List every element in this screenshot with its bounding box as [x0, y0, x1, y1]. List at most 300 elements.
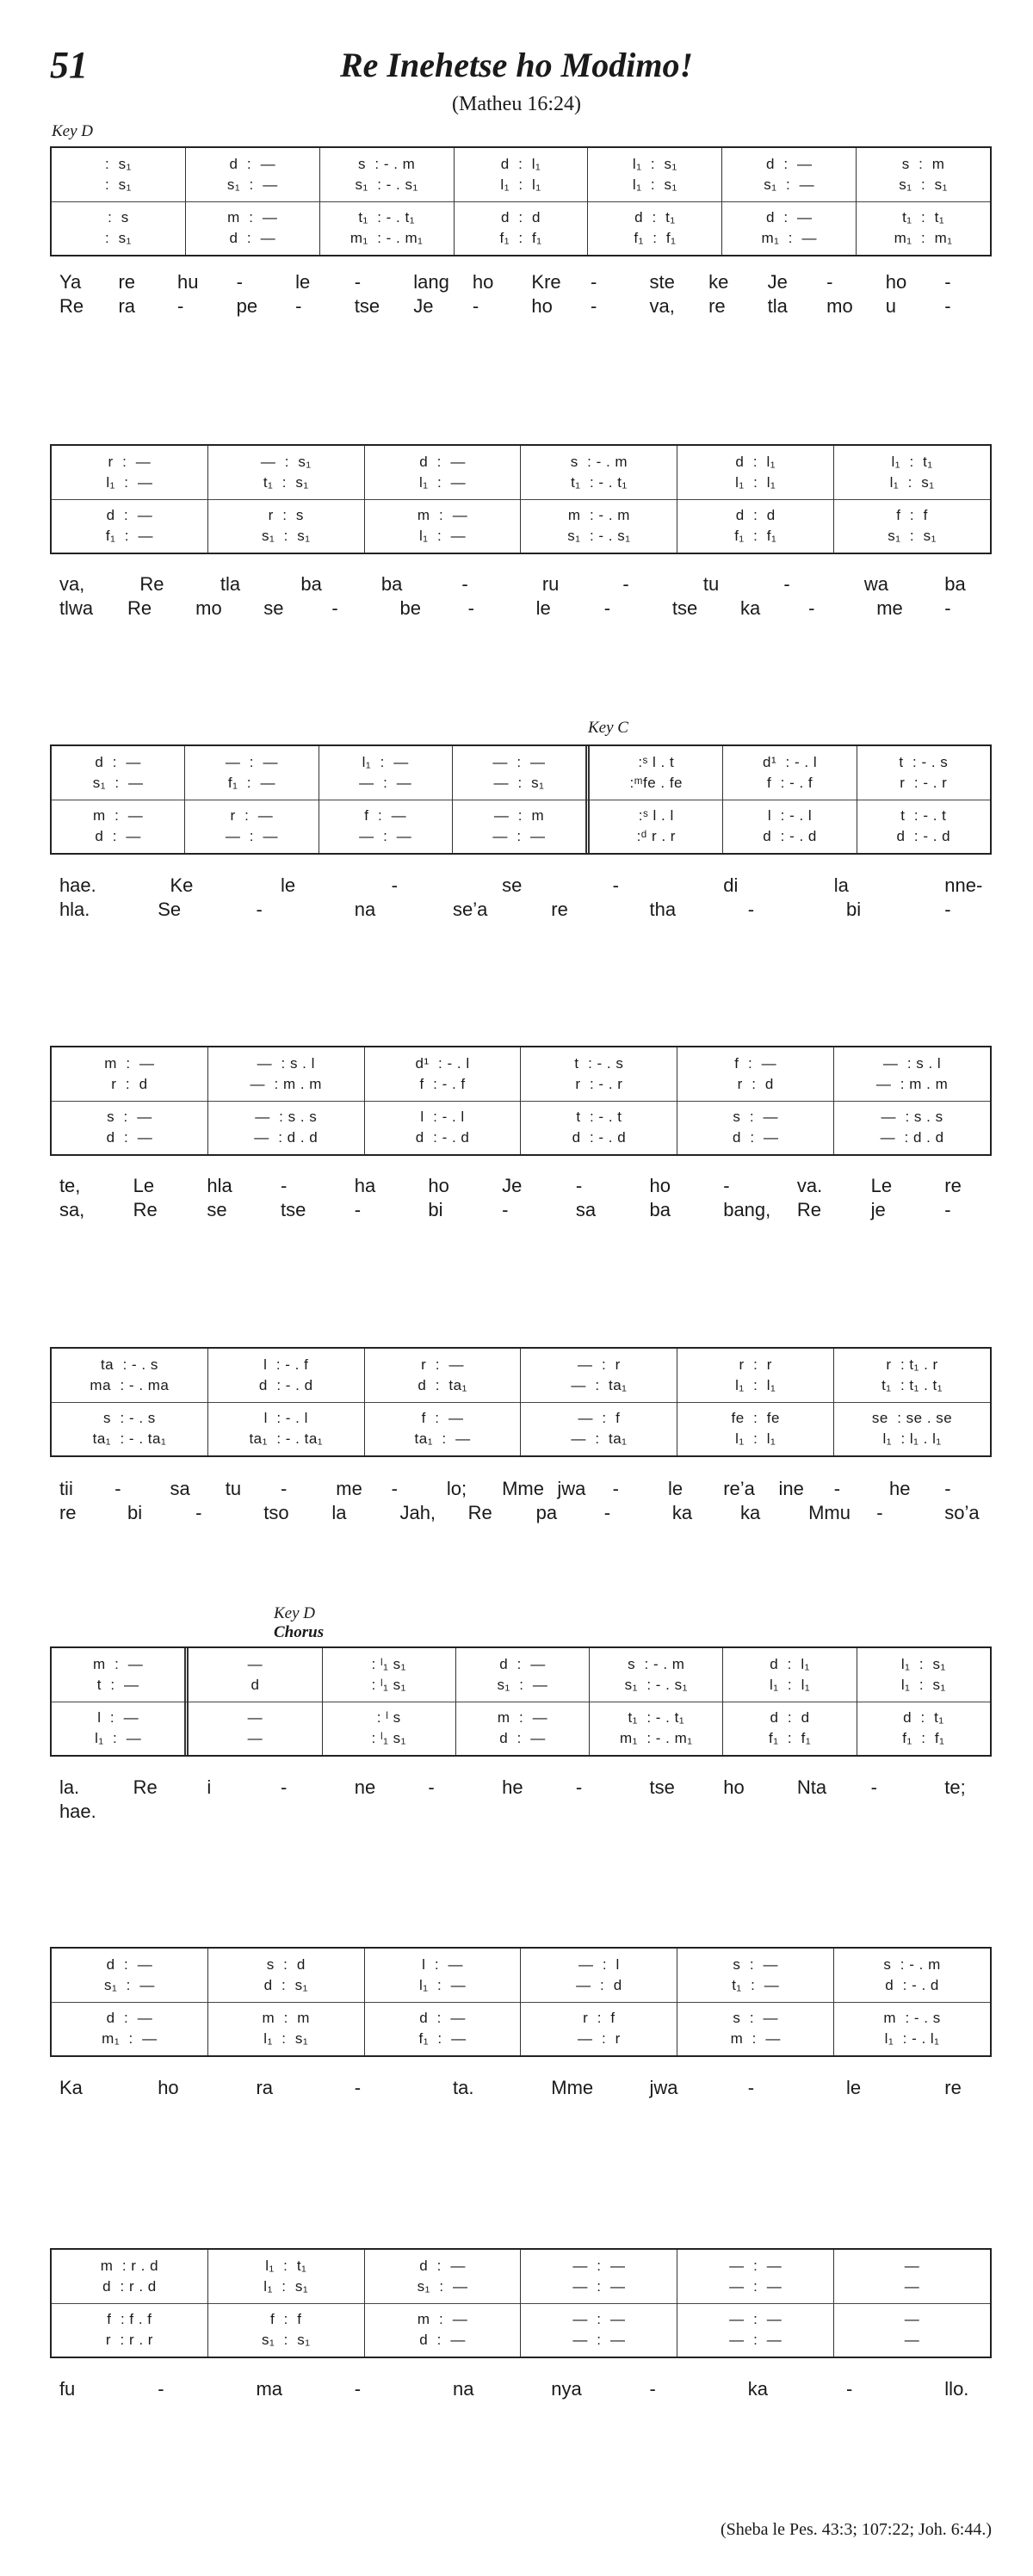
measure-cell — [857, 1648, 990, 1755]
lyric-syllable: fu — [59, 2378, 76, 2400]
lyric-syllable: le — [295, 271, 311, 293]
measure-cell — [364, 1349, 521, 1455]
solfa-voice-line: s₁ : — — [92, 775, 144, 791]
solfa-voice-line: m : — — [227, 209, 278, 225]
measure-cell — [520, 446, 677, 553]
lyric-syllable: Nta — [796, 1776, 827, 1798]
measure-cell — [52, 1349, 207, 1455]
lyric-syllable: ho — [723, 1776, 745, 1798]
lyric-syllable: tse — [354, 295, 380, 317]
lyric-syllable: u — [885, 295, 896, 317]
lyric-syllable: se — [207, 1199, 227, 1220]
solfa-voice-line: l₁ : l₁ — [769, 1677, 811, 1693]
solfa-voice-line: — : — — [572, 2258, 626, 2274]
solfa-voice-line: s₁ : — — [103, 1977, 155, 1993]
solfa-voice-line: s₁ : — — [226, 176, 278, 193]
lyric-syllable: - — [944, 1199, 951, 1220]
solfa-voice-line: l : - . l — [263, 1410, 308, 1426]
solfa-voice-line: — : f — [578, 1410, 621, 1426]
solfa-voice-line: d : — — [95, 754, 141, 770]
lyric-syllable: Ke — [170, 874, 194, 896]
lyric-syllable: me — [876, 597, 903, 619]
lyric-syllable: - — [461, 573, 468, 595]
measure-cell — [677, 446, 833, 553]
footer-reference: (Sheba le Pes. 43:3; 107:22; Joh. 6:44.) — [721, 2520, 992, 2539]
solfa-voice-line: f : - . f — [766, 775, 813, 791]
lyric-syllable: - — [622, 573, 629, 595]
lyric-syllable: ne — [354, 1776, 376, 1798]
lyric-syllable: le — [667, 1478, 684, 1499]
solfa-voice-line: s₁ : s₁ — [899, 176, 948, 193]
lyric-syllable: bi — [846, 899, 862, 920]
lyric-syllable: Jah, — [399, 1502, 436, 1523]
solfa-voice-line: m₁ : — — [761, 230, 817, 246]
lyric-syllable: ho — [531, 295, 553, 317]
solfa-voice-line: d : — — [765, 156, 813, 172]
lyric-syllable: je — [870, 1199, 886, 1220]
measure-cell — [722, 746, 856, 853]
lyric-syllable: - — [354, 2077, 362, 2098]
lyric-syllable: ho — [885, 271, 907, 293]
solfa-voice-line: l₁ : — — [95, 1730, 142, 1746]
lyric-syllable: - — [295, 295, 302, 317]
lyric-line — [50, 572, 992, 596]
lyric-line — [50, 1198, 992, 1222]
lyrics-block — [50, 1477, 992, 1525]
lyric-syllable: re — [944, 2077, 962, 2098]
solfa-voice-line: l₁ : s₁ — [263, 2278, 309, 2295]
solfa-voice-line: f : — — [734, 1055, 777, 1072]
solfa-voice-line: r : - . r — [575, 1076, 623, 1092]
lyric-syllable: - — [944, 597, 951, 619]
measure-cell — [520, 1047, 677, 1154]
solfa-voice-line: — : d . d — [254, 1129, 319, 1146]
solfa-voice-line: l₁ : l₁ — [735, 1377, 776, 1393]
measure-cell — [52, 1648, 184, 1755]
lyric-syllable: Je — [767, 271, 788, 293]
solfa-voice-line: f₁ : — — [227, 775, 275, 791]
measure-cell — [721, 148, 856, 255]
measure-cell — [184, 1648, 321, 1755]
lyric-line — [50, 898, 992, 922]
hymn-number: 51 — [50, 44, 88, 86]
solfa-voice-line: s₁ : - . s₁ — [624, 1677, 688, 1693]
solfa-voice-line: — — [904, 2332, 920, 2348]
lyric-syllable: - — [808, 597, 815, 619]
lyric-syllable: - — [177, 295, 184, 317]
lyric-syllable: - — [846, 2378, 853, 2400]
solfa-voice-line: l : - . l — [767, 807, 813, 824]
solfa-voice-line: d¹ : - . l — [415, 1055, 470, 1072]
solfa-voice-line: — : s . l — [257, 1055, 315, 1072]
solfa-voice-line: — — [247, 1656, 263, 1672]
lyric-syllable: ho — [428, 1175, 449, 1196]
lyric-syllable: bi — [127, 1502, 143, 1523]
solfa-voice-line: d : — — [95, 828, 141, 844]
solfa-voice-line: t : - . t — [900, 807, 947, 824]
measure-cell — [319, 148, 454, 255]
lyric-syllable: bi — [428, 1199, 443, 1220]
solfa-voice-line: d : - . d — [896, 828, 951, 844]
solfa-voice-line: :ˢ l . t — [638, 754, 675, 770]
lyric-syllable: sa — [170, 1478, 190, 1499]
solfa-voice-line: :ˢ l . l — [638, 807, 674, 824]
lyrics-block — [50, 572, 992, 621]
lyric-syllable: tu — [702, 573, 720, 595]
solfa-voice-line: ma : - . ma — [90, 1377, 170, 1393]
lyric-syllable: he — [502, 1776, 523, 1798]
solfa-voice-line: fe : fe — [731, 1410, 780, 1426]
measure-cell — [833, 1047, 990, 1154]
measure-cell — [52, 446, 207, 553]
lyric-line — [50, 596, 992, 621]
solfa-voice-line: l₁ : s₁ — [900, 1677, 946, 1693]
solfa-voice-line: — : — — [572, 2278, 626, 2295]
lyric-syllable: Se — [158, 899, 182, 920]
lyric-syllable: re — [708, 295, 726, 317]
solfa-voice-line: d : — — [499, 1730, 546, 1746]
solfa-voice-line: l : - . f — [263, 1356, 309, 1373]
lyric-syllable: pa — [535, 1502, 558, 1523]
lyric-syllable: Mme — [551, 2077, 594, 2098]
measure-cell — [520, 2250, 677, 2357]
lyric-syllable: - — [944, 1478, 951, 1499]
measure-cell — [207, 2250, 364, 2357]
lyric-syllable: Le — [133, 1175, 155, 1196]
tonic-solfa-system — [50, 1046, 992, 1156]
solfa-voice-line: — : d . d — [880, 1129, 944, 1146]
solfa-voice-line: d : - . d — [572, 1129, 627, 1146]
solfa-voice-line: t₁ : - . t₁ — [358, 209, 415, 225]
solfa-voice-line: l : - . l — [420, 1109, 465, 1125]
lyric-syllable: Je — [502, 1175, 523, 1196]
solfa-voice-line: — : — — [572, 2332, 626, 2348]
solfa-voice-line: — : m . m — [250, 1076, 322, 1092]
lyric-syllable: i — [207, 1776, 212, 1798]
lyric-syllable: ine — [778, 1478, 804, 1499]
solfa-voice-line: s : d — [266, 1956, 306, 1973]
lyric-syllable: - — [944, 899, 951, 920]
lyric-syllable: - — [833, 1478, 841, 1499]
hymn-title: Re Inehetse ho Modimo! — [339, 46, 694, 84]
solfa-voice-line: m : — — [417, 507, 468, 523]
solfa-voice-line: f₁ : f₁ — [734, 528, 777, 544]
lyric-syllable: so’a — [944, 1502, 980, 1523]
lyric-syllable: re — [551, 899, 568, 920]
solfa-voice-line: l₁ : — — [106, 474, 153, 491]
solfa-voice-line: r : d — [737, 1076, 774, 1092]
hymn-reference: (Matheu 16:24) — [452, 93, 581, 115]
measure-cell — [52, 1949, 207, 2055]
measure-cell — [364, 1047, 521, 1154]
solfa-voice-line: m₁ : m₁ — [894, 230, 953, 246]
lyric-line — [50, 1477, 992, 1501]
lyric-syllable: jwa — [649, 2077, 678, 2098]
lyric-syllable: ka — [747, 2378, 769, 2400]
solfa-voice-line: l : — — [422, 1956, 464, 1973]
solfa-voice-line: m : - . s — [883, 2010, 941, 2026]
lyric-syllable: la — [331, 1502, 347, 1523]
solfa-voice-line: t₁ : - . t₁ — [628, 1709, 685, 1726]
solfa-voice-line: — : ta₁ — [571, 1430, 628, 1447]
solfa-voice-line: f : — — [364, 807, 407, 824]
lyric-syllable: Re — [133, 1199, 158, 1220]
lyric-syllable: me — [336, 1478, 362, 1499]
tonic-solfa-system — [50, 744, 992, 855]
solfa-voice-line: — — [247, 1709, 263, 1726]
solfa-voice-line: d : — — [106, 507, 153, 523]
lyric-syllable: - — [236, 271, 243, 293]
solfa-voice-line: t₁ : - . t₁ — [571, 474, 628, 491]
lyric-syllable: hae. — [59, 874, 96, 896]
lyrics-block — [50, 270, 992, 318]
lyric-syllable: - — [354, 2378, 362, 2400]
lyric-line — [50, 294, 992, 318]
lyric-syllable: - — [747, 899, 755, 920]
lyrics-block — [50, 2076, 992, 2100]
solfa-voice-line: d : t₁ — [903, 1709, 944, 1726]
solfa-voice-line: m : — — [730, 2030, 781, 2047]
solfa-voice-line: f₁ : f₁ — [769, 1730, 812, 1746]
measure-cell — [319, 746, 452, 853]
measure-cell — [207, 1047, 364, 1154]
solfa-voice-line: s : m — [901, 156, 945, 172]
solfa-voice-line: :ᵈ r . r — [636, 828, 676, 844]
solfa-voice-line: — : s . s — [881, 1109, 943, 1125]
solfa-voice-line: f : - . f — [419, 1076, 466, 1092]
lyric-syllable: ba — [380, 573, 403, 595]
lyric-syllable: tla — [767, 295, 788, 317]
solfa-voice-line: — : ta₁ — [571, 1377, 628, 1393]
solfa-voice-line: : s₁ — [104, 176, 132, 193]
lyric-syllable: Le — [870, 1175, 893, 1196]
solfa-voice-line: d : - . d — [885, 1977, 939, 1993]
lyric-syllable: ba — [944, 573, 966, 595]
lyric-syllable: sa — [575, 1199, 597, 1220]
lyric-syllable: na — [452, 2378, 474, 2400]
solfa-voice-line: — : s₁ — [260, 454, 312, 470]
tonic-solfa-system — [50, 1947, 992, 2057]
lyric-line — [50, 1174, 992, 1198]
solfa-voice-line: : ˡ₁ s₁ — [371, 1656, 406, 1672]
solfa-voice-line: d : ta₁ — [418, 1377, 467, 1393]
lyric-line — [50, 1800, 992, 1824]
measure-cell — [677, 2250, 833, 2357]
solfa-voice-line: l₁ : — — [419, 1977, 467, 1993]
solfa-voice-line: s₁ : — — [764, 176, 815, 193]
solfa-voice-line: d : — — [106, 2010, 153, 2026]
lyric-syllable: - — [354, 271, 362, 293]
solfa-voice-line: — : — — [492, 754, 546, 770]
solfa-voice-line: l₁ : — — [419, 528, 467, 544]
measure-cell — [455, 1648, 589, 1755]
solfa-voice-line: — : — — [729, 2311, 782, 2327]
lyric-syllable: be — [399, 597, 421, 619]
measure-cell — [856, 148, 990, 255]
measure-cell — [833, 1349, 990, 1455]
lyric-syllable: ka — [739, 597, 761, 619]
lyric-syllable: ho — [158, 2077, 179, 2098]
solfa-voice-line: se : se . se — [871, 1410, 953, 1426]
tonic-solfa-system — [50, 1646, 992, 1757]
solfa-voice-line: d : l₁ — [500, 156, 541, 172]
solfa-voice-line: f₁ : f₁ — [902, 1730, 945, 1746]
solfa-voice-line: — : — — [492, 828, 546, 844]
solfa-voice-line: d : — — [499, 1656, 546, 1672]
solfa-voice-line: — — [904, 2311, 920, 2327]
lyric-line — [50, 2377, 992, 2401]
solfa-voice-line: — : — — [729, 2332, 782, 2348]
solfa-voice-line: r : t₁ . r — [886, 1356, 938, 1373]
measure-cell — [677, 1047, 833, 1154]
lyric-syllable: le — [281, 874, 296, 896]
solfa-voice-line: t : - . s — [899, 754, 949, 770]
measure-cell — [452, 746, 585, 853]
lyric-syllable: - — [590, 271, 597, 293]
solfa-voice-line: — : — — [225, 828, 278, 844]
lyric-syllable: tlwa — [59, 597, 94, 619]
solfa-voice-line: — : l — [578, 1956, 620, 1973]
lyric-syllable: - — [502, 1199, 509, 1220]
measure-cell — [207, 1349, 364, 1455]
solfa-voice-line: : ˡ₁ s₁ — [371, 1730, 406, 1746]
lyric-syllable: re — [59, 1502, 77, 1523]
solfa-voice-line: ta : - . s — [100, 1356, 158, 1373]
lyric-syllable: - — [281, 1175, 288, 1196]
lyric-syllable: Re — [139, 573, 164, 595]
measure-cell — [185, 148, 319, 255]
lyric-syllable: nne- — [944, 874, 983, 896]
solfa-voice-line: r : s — [268, 507, 304, 523]
lyric-syllable: Je — [413, 295, 434, 317]
solfa-voice-line: l₁ : l₁ — [735, 474, 776, 491]
measure-cell — [207, 446, 364, 553]
lyric-syllable: hla — [207, 1175, 232, 1196]
lyric-syllable: Mmu — [808, 1502, 851, 1523]
solfa-voice-line: — — [904, 2258, 920, 2274]
solfa-voice-line: d : d — [735, 507, 776, 523]
lyric-syllable: se — [502, 874, 523, 896]
solfa-voice-line: d : t₁ — [634, 209, 676, 225]
measure-cell — [857, 746, 990, 853]
solfa-voice-line: m₁ : - . m₁ — [349, 230, 424, 246]
solfa-voice-line: : ˡ₁ s₁ — [371, 1677, 406, 1693]
solfa-voice-line: — : r — [578, 2030, 621, 2047]
lyric-line — [50, 270, 992, 294]
lyric-syllable: va, — [59, 573, 85, 595]
measure-cell — [520, 1949, 677, 2055]
solfa-voice-line: s₁ : - . s₁ — [567, 528, 631, 544]
solfa-voice-line: d : — — [419, 2258, 466, 2274]
solfa-voice-line: l₁ : s₁ — [632, 156, 677, 172]
solfa-voice-line: d : r . d — [102, 2278, 157, 2295]
solfa-voice-line: m : - . m — [567, 507, 630, 523]
solfa-voice-line: — : — — [572, 2311, 626, 2327]
lyrics-block — [50, 1174, 992, 1222]
lyric-syllable: - — [575, 1776, 583, 1798]
solfa-voice-line: d : — — [419, 454, 466, 470]
solfa-voice-line: t : - . t — [576, 1109, 622, 1125]
lyric-syllable: ho — [649, 1175, 671, 1196]
solfa-voice-line: — : — — [359, 828, 412, 844]
measure-cell — [585, 746, 722, 853]
measure-cell — [589, 1648, 722, 1755]
solfa-voice-line: s₁ : — — [417, 2278, 468, 2295]
lyric-syllable: ta. — [452, 2077, 474, 2098]
measure-cell — [364, 1949, 521, 2055]
lyric-syllable: sa, — [59, 1199, 85, 1220]
solfa-voice-line: — : m — [493, 807, 545, 824]
solfa-voice-line: f : f . f — [107, 2311, 152, 2327]
solfa-voice-line: — : — — [729, 2278, 782, 2295]
solfa-voice-line: s : — — [733, 1956, 779, 1973]
solfa-voice-line: d : d — [500, 209, 541, 225]
measure-cell — [52, 2250, 207, 2357]
solfa-voice-line: — : — — [359, 775, 412, 791]
solfa-voice-line: s₁ : s₁ — [261, 528, 311, 544]
tonic-solfa-system — [50, 2248, 992, 2358]
solfa-voice-line: m : — — [93, 1656, 144, 1672]
lyric-syllable: ho — [472, 271, 494, 293]
lyric-syllable: - — [428, 1776, 435, 1798]
measure-cell — [587, 148, 721, 255]
solfa-voice-line: s₁ : - . s₁ — [355, 176, 418, 193]
lyric-syllable: llo. — [944, 2378, 969, 2400]
measure-cell — [454, 148, 588, 255]
solfa-voice-line: d : — — [419, 2010, 466, 2026]
lyric-syllable: Ya — [59, 271, 82, 293]
solfa-voice-line: d¹ : - . l — [762, 754, 818, 770]
solfa-voice-line: d : - . d — [763, 828, 817, 844]
solfa-voice-line: l₁ : s₁ — [632, 176, 677, 193]
solfa-voice-line: — — [904, 2278, 920, 2295]
solfa-voice-line: s₁ : — — [497, 1677, 548, 1693]
lyric-syllable: tse — [671, 597, 698, 619]
lyric-syllable: - — [331, 597, 338, 619]
lyric-syllable: di — [723, 874, 739, 896]
solfa-voice-line: d : — — [419, 2332, 466, 2348]
lyric-syllable: le — [846, 2077, 862, 2098]
lyric-syllable: hu — [177, 271, 199, 293]
solfa-voice-line: m : — — [93, 807, 144, 824]
lyric-syllable: na — [354, 899, 376, 920]
measure-cell — [364, 2250, 521, 2357]
solfa-voice-line: — : s . l — [882, 1055, 942, 1072]
solfa-voice-line: r : r — [739, 1356, 772, 1373]
measure-cell — [677, 1349, 833, 1455]
lyric-syllable: - — [114, 1478, 121, 1499]
lyric-syllable: nya — [551, 2378, 582, 2400]
solfa-voice-line: r : - . r — [900, 775, 948, 791]
lyric-syllable: mo — [195, 597, 222, 619]
measure-cell — [207, 1949, 364, 2055]
solfa-voice-line: d : l₁ — [735, 454, 776, 470]
lyric-syllable: va. — [796, 1175, 823, 1196]
lyric-syllable: la. — [59, 1776, 80, 1798]
lyric-syllable: tse — [649, 1776, 675, 1798]
lyric-syllable: - — [354, 1199, 362, 1220]
solfa-voice-line: — : s₁ — [493, 775, 545, 791]
lyric-syllable: ha — [354, 1175, 376, 1196]
solfa-voice-line: l₁ : t₁ — [891, 454, 933, 470]
lyric-syllable: ka — [739, 1502, 761, 1523]
lyric-syllable: he — [889, 1478, 911, 1499]
measure-cell — [833, 2250, 990, 2357]
solfa-voice-line: t : — — [96, 1677, 139, 1693]
lyric-syllable: - — [747, 2077, 755, 2098]
solfa-voice-line: d : — — [106, 1129, 153, 1146]
lyric-syllable: - — [649, 2378, 656, 2400]
